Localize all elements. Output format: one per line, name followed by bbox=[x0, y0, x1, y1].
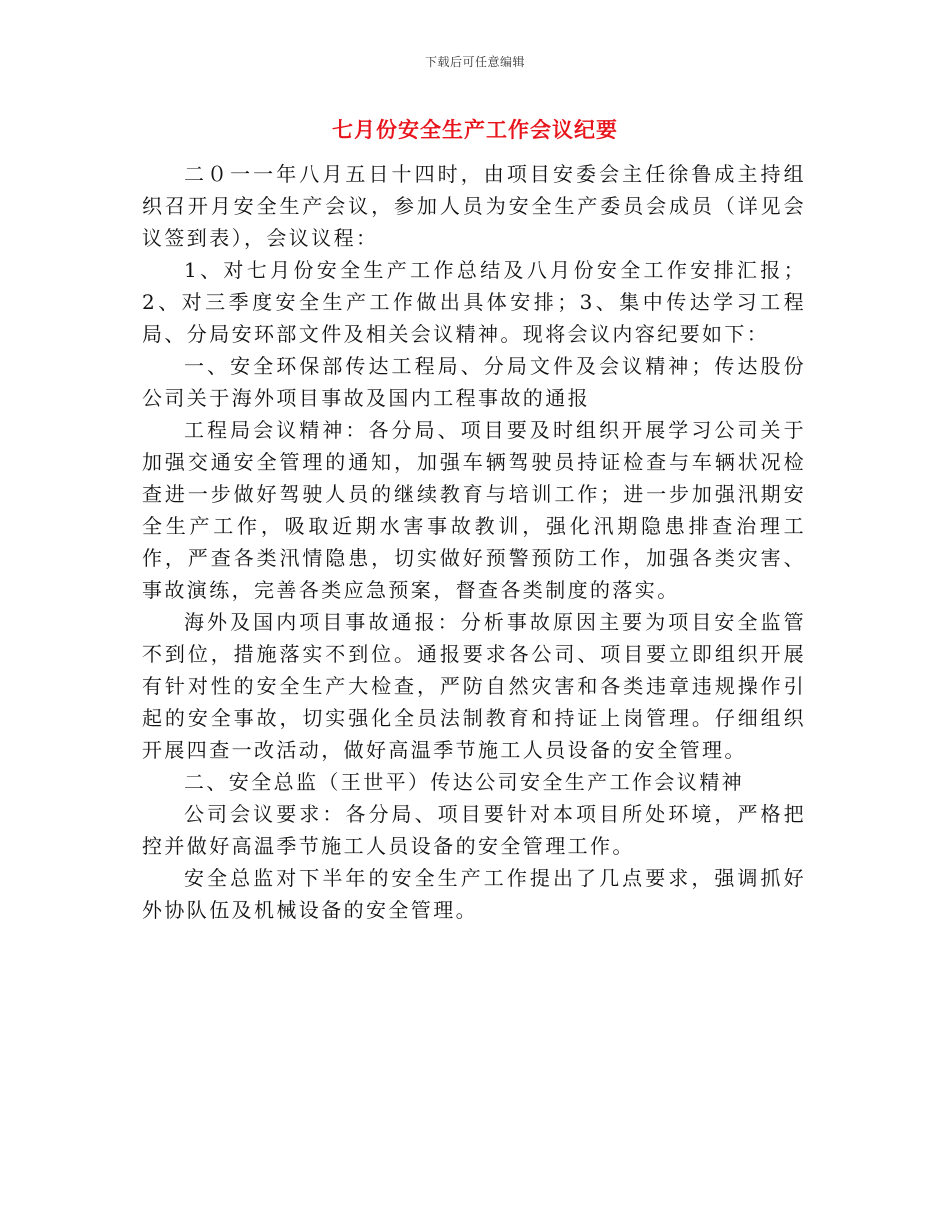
document-title: 七月份安全生产工作会议纪要 bbox=[332, 117, 618, 142]
paragraph-company-requirements: 公司会议要求：各分局、项目要针对本项目所处环境，严格把控并做好高温季节施工人员设备的安全管理工作。 bbox=[142, 802, 806, 858]
paragraph-bureau-meeting-spirit: 工程局会议精神：各分局、项目要及时组织开展学习公司关于加强交通安全管理的通知，加强车辆驾驶员持证检查与车辆状况检查进一步做好驾驶人员的继续教育与培训工作；进一步加强汛期安全生产工作，吸取近期水害事故教训，强化汛期隐患排查治理工作，严查各类汛情隐患，切实做好预警预防工作，加强各类灾害、事故演练，完善各类应急预案，督查各类制度的落实。 bbox=[142, 418, 806, 602]
paragraph-meeting-intro: 二０一一年八月五日十四时，由项目安委会主任徐鲁成主持组织召开月安全生产会议，参加人员为安全生产委员会成员（详见会议签到表），会议议程： bbox=[142, 162, 806, 250]
header-note: 下载后可任意编辑 bbox=[424, 55, 525, 69]
document-body bbox=[142, 158, 806, 926]
paragraph-section-two-heading: 二、安全总监（王世平）传达公司安全生产工作会议精神 bbox=[184, 770, 744, 794]
paragraph-safety-director-requirements: 安全总监对下半年的安全生产工作提出了几点要求，强调抓好外协队伍及机械设备的安全管理。 bbox=[142, 866, 806, 922]
paragraph-accident-notice: 海外及国内项目事故通报：分析事故原因主要为项目安全监管不到位，措施落实不到位。通报要求各公司、项目要立即组织开展有针对性的安全生产大检查，严防自然灾害和各类违章违规操作引起的安全事故，切实强化全员法制教育和持证上岗管理。仔细组织开展四查一改活动，做好高温季节施工人员设备的安全管理。 bbox=[142, 610, 806, 762]
paragraph-agenda: 1、对七月份安全生产工作总结及八月份安全工作安排汇报；2、对三季度安全生产工作做出具体安排；3、集中传达学习工程局、分局安环部文件及相关会议精神。现将会议内容纪要如下： bbox=[142, 258, 806, 346]
paragraph-section-one-heading: 一、安全环保部传达工程局、分局文件及会议精神；传达股份公司关于海外项目事故及国内工程事故的通报 bbox=[142, 354, 806, 410]
